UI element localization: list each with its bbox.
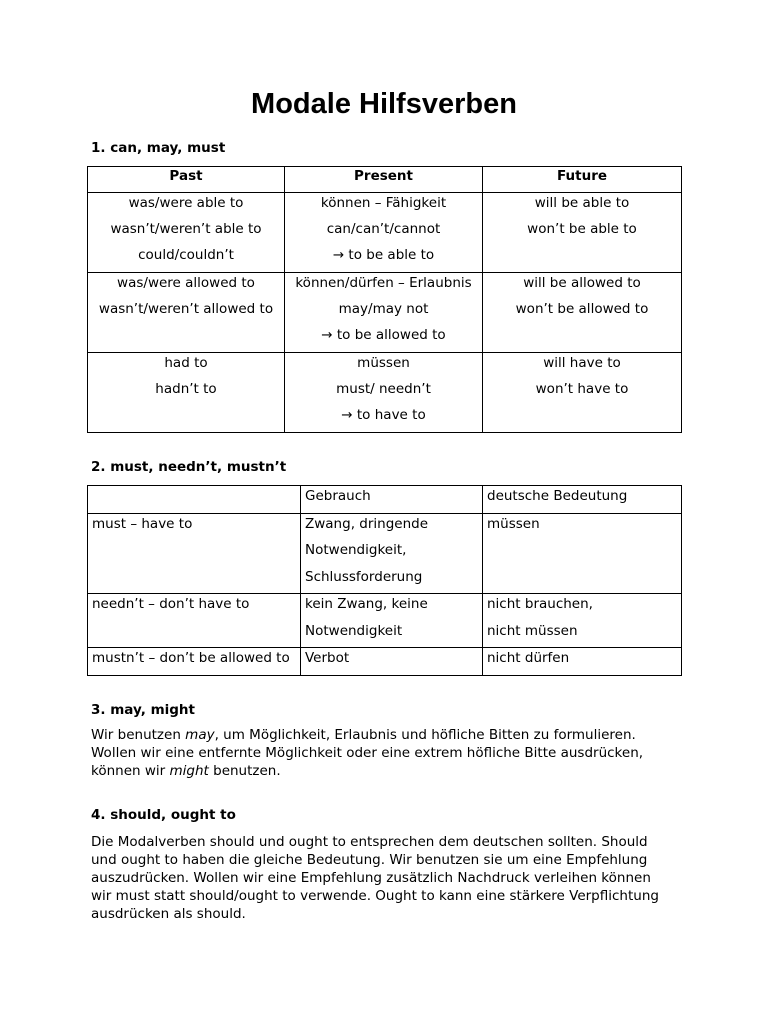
- paragraph-line: auszudrücken. Wollen wir eine Empfehlung zusätzlich Nachdruck verleihen können: [91, 870, 651, 886]
- past-cell: [88, 193, 285, 273]
- paragraph-line: Wollen wir eine entfernte Möglichkeit oder eine extrem höfliche Bitte ausdrücken,: [91, 745, 644, 761]
- bedeutung-cell: [483, 648, 682, 676]
- arrow-right-icon: →: [332, 247, 345, 263]
- header-future: Future: [483, 167, 682, 193]
- paragraph-line: Die Modalverben should und ought to entsprechen dem deutschen sollten. Should: [91, 834, 648, 850]
- cell-line: Schlussforderung: [305, 568, 423, 585]
- cell-line: was/were able to: [128, 195, 244, 211]
- cell-line: Zwang, dringende: [305, 515, 429, 532]
- table-header-row: [88, 167, 682, 193]
- section4-heading: 4. should, ought to: [91, 807, 236, 823]
- section1-heading: 1. can, may, must: [91, 140, 226, 156]
- paragraph-line: und ought to haben die gleiche Bedeutung. Wir benutzen sie um eine Empfehlung: [91, 852, 648, 868]
- modal-verbs-table: [87, 166, 682, 433]
- cell-line: nicht brauchen,: [487, 596, 593, 612]
- term-cell: [88, 513, 301, 594]
- table-row: [88, 273, 682, 353]
- cell-line: will be allowed to: [523, 275, 641, 291]
- present-cell: [285, 353, 483, 433]
- cell-line: mustn’t – don’t be allowed to: [92, 650, 290, 666]
- table-row: [88, 594, 682, 648]
- cell-line: [92, 486, 300, 513]
- table-row: [88, 193, 682, 273]
- header-present: Present: [285, 167, 483, 193]
- section3-paragraph: [91, 726, 691, 780]
- cell-line: will be able to: [534, 195, 630, 211]
- cell-line: will have to: [543, 355, 621, 371]
- must-needn-t-table: [87, 485, 682, 676]
- cell-line: nicht müssen: [487, 622, 578, 639]
- paragraph-line: ausdrücken als should.: [91, 906, 246, 922]
- cell-line: hadn’t to: [155, 381, 217, 397]
- cell-line: wasn’t/weren’t able to: [110, 221, 262, 237]
- term-cell: [88, 648, 301, 676]
- cell-line: won’t be allowed to: [515, 301, 649, 317]
- bedeutung-cell: [483, 513, 682, 594]
- cell-line: können/dürfen – Erlaubnis: [295, 275, 472, 291]
- cell-line: must/ needn’t: [336, 381, 431, 397]
- cell-line: [285, 325, 482, 351]
- page-title: Modale Hilfsverben: [251, 88, 517, 120]
- cell-line: nicht dürfen: [487, 650, 570, 666]
- cell-line: kein Zwang, keine: [305, 596, 428, 612]
- cell-text: to be able to: [348, 247, 435, 263]
- cell-line: Notwendigkeit,: [305, 542, 407, 558]
- cell-line: had to: [164, 355, 208, 371]
- cell-text: to have to: [356, 407, 426, 423]
- gebrauch-cell: [301, 513, 483, 594]
- italic-term: may: [185, 727, 215, 743]
- cell-line: Verbot: [305, 650, 350, 666]
- header-past: Past: [88, 167, 285, 193]
- future-cell: [483, 193, 682, 273]
- italic-term: might: [169, 763, 209, 779]
- section4-paragraph: [91, 833, 691, 923]
- table-header-row: [88, 486, 682, 514]
- arrow-right-icon: →: [341, 407, 353, 423]
- cell-line: was/were allowed to: [117, 275, 255, 291]
- past-cell: [88, 273, 285, 353]
- cell-line: [285, 245, 482, 271]
- header-gebrauch: [301, 486, 483, 514]
- text-span: Wir benutzen: [91, 727, 186, 743]
- cell-line: won’t have to: [535, 381, 629, 397]
- paragraph-line: wir must statt should/ought to verwende. Ought to kann eine stärkere Verpflichtung: [91, 888, 659, 904]
- gebrauch-cell: [301, 594, 483, 648]
- arrow-right-icon: →: [321, 327, 333, 343]
- cell-line: [285, 405, 482, 431]
- cell-line: may/may not: [338, 301, 429, 317]
- past-cell: [88, 353, 285, 433]
- text-span: können wir: [91, 763, 170, 779]
- bedeutung-cell: [483, 594, 682, 648]
- table-row: [88, 353, 682, 433]
- header-empty: [88, 486, 301, 514]
- cell-line: Notwendigkeit: [305, 622, 403, 639]
- cell-line: can/can’t/cannot: [326, 221, 441, 237]
- gebrauch-cell: [301, 648, 483, 676]
- cell-line: won’t be able to: [527, 221, 637, 237]
- section3-heading: 3. may, might: [91, 702, 195, 718]
- cell-text: to be allowed to: [336, 327, 446, 343]
- paragraph-line: [91, 762, 691, 780]
- cell-line: deutsche Bedeutung: [487, 488, 628, 504]
- table-row: [88, 648, 682, 676]
- present-cell: [285, 193, 483, 273]
- header-bedeutung: [483, 486, 682, 514]
- cell-line: können – Fähigkeit: [320, 195, 447, 211]
- cell-line: müssen: [487, 515, 540, 532]
- cell-line: needn’t – don’t have to: [92, 596, 250, 612]
- section2-heading: 2. must, needn’t, mustn’t: [91, 459, 287, 475]
- term-cell: [88, 594, 301, 648]
- cell-line: Gebrauch: [305, 488, 371, 504]
- cell-line: wasn’t/weren’t allowed to: [98, 301, 274, 317]
- text-span: , um Möglichkeit, Erlaubnis und höfliche Bitten zu formulieren.: [214, 727, 636, 743]
- present-cell: [285, 273, 483, 353]
- table-row: [88, 513, 682, 594]
- cell-line: must – have to: [92, 515, 193, 532]
- future-cell: [483, 273, 682, 353]
- future-cell: [483, 353, 682, 433]
- text-span: benutzen.: [208, 763, 281, 779]
- cell-line: could/couldn’t: [138, 247, 234, 263]
- cell-line: müssen: [357, 355, 410, 371]
- paragraph-line: [91, 726, 691, 744]
